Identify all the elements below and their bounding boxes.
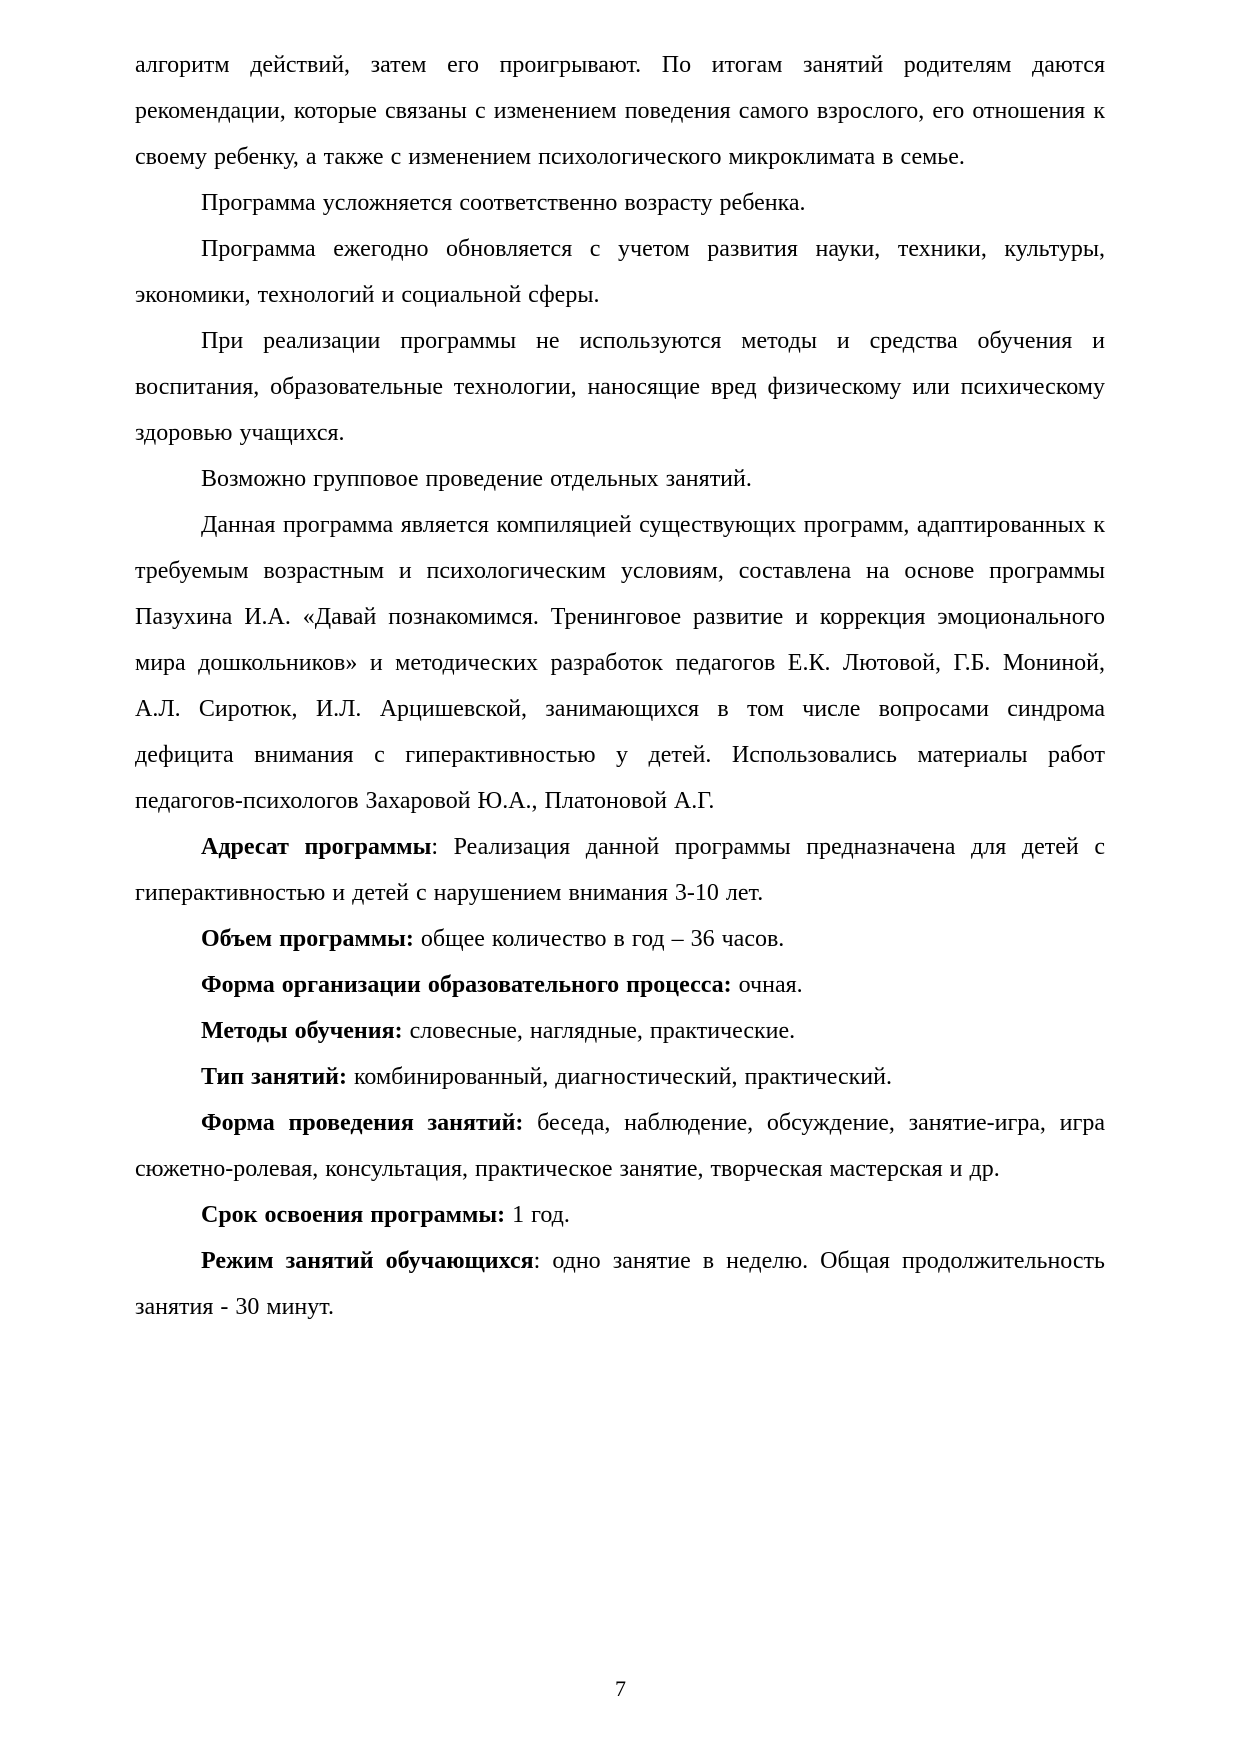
- paragraph-lead-bold: Тип занятий:: [201, 1064, 347, 1090]
- paragraph: [135, 824, 1105, 916]
- paragraph-text: комбинированный, диагностический, практический.: [346, 1064, 892, 1090]
- paragraph-text: При реализации программы не используются методы и средства обучения и воспитания, образовательные технологии, наносящие вред физическому или психическому здоровью учащихся.: [135, 328, 1105, 446]
- paragraph: [135, 1100, 1105, 1192]
- paragraph-text: общее количество в год – 36 часов.: [413, 926, 785, 952]
- paragraph: [135, 1238, 1105, 1330]
- paragraph-text: алгоритм действий, затем его проигрывают. По итогам занятий родителям даются рекомендации, которые связаны с изменением поведения самого взрослого, его отношения к своему ребенку, а также с изменением психологического микроклимата в семье.: [135, 52, 1105, 170]
- paragraph-text: словесные, наглядные, практические.: [402, 1018, 796, 1044]
- paragraph-lead-bold: Форма проведения занятий:: [201, 1110, 524, 1136]
- paragraph-text: Программа ежегодно обновляется с учетом развития науки, техники, культуры, экономики, технологий и социальной сферы.: [135, 236, 1105, 308]
- paragraph-text: : одно занятие в неделю. Общая продолжительность занятия - 30 минут.: [135, 1248, 1105, 1320]
- paragraph: [135, 318, 1105, 456]
- page-number: 7: [615, 1676, 626, 1701]
- paragraph: [135, 226, 1105, 318]
- paragraph: [135, 180, 1105, 226]
- paragraph-lead-bold: Адресат программы: [201, 834, 432, 860]
- paragraph-text: Данная программа является компиляцией существующих программ, адаптированных к требуемым возрастным и психологическим условиям, составлена на основе программы Пазухина И.А. «Давай познакомимся. Тренинговое развитие и коррекция эмоционального мира дошкольников» и методических разработок педагогов Е.К. Лютовой, Г.Б. Мониной, А.Л. Сиротюк, И.Л. Арцишевской, занимающихся в том числе вопросами синдрома дефицита внимания с гиперактивностью у детей. Использовались материалы работ педагогов-психологов Захаровой Ю.А., Платоновой А.Г.: [135, 512, 1105, 814]
- paragraph: [135, 916, 1105, 962]
- paragraph: [135, 502, 1105, 824]
- paragraph: [135, 1054, 1105, 1100]
- paragraph-lead-bold: Режим занятий обучающихся: [201, 1248, 534, 1274]
- paragraph-text: Программа усложняется соответственно возрасту ребенка.: [201, 190, 806, 216]
- paragraph-text: 1 год.: [505, 1202, 570, 1228]
- paragraph-text: беседа, наблюдение, обсуждение, занятие-игра, игра сюжетно-ролевая, консультация, практическое занятие, творческая мастерская и др.: [135, 1110, 1105, 1182]
- paragraph-lead-bold: Объем программы:: [201, 926, 414, 952]
- paragraph-lead-bold: Методы обучения:: [201, 1018, 403, 1044]
- paragraph-lead-bold: Срок освоения программы:: [201, 1202, 506, 1228]
- paragraph: [135, 42, 1105, 180]
- paragraph-lead-bold: Форма организации образовательного процесса:: [201, 972, 732, 998]
- paragraph: [135, 456, 1105, 502]
- paragraph-text: Возможно групповое проведение отдельных занятий.: [201, 466, 752, 492]
- paragraph-text: очная.: [731, 972, 803, 998]
- paragraph-text: : Реализация данной программы предназначена для детей с гиперактивностью и детей с нарушением внимания 3-10 лет.: [135, 834, 1105, 906]
- paragraph: [135, 962, 1105, 1008]
- paragraph: [135, 1008, 1105, 1054]
- paragraph: [135, 1192, 1105, 1238]
